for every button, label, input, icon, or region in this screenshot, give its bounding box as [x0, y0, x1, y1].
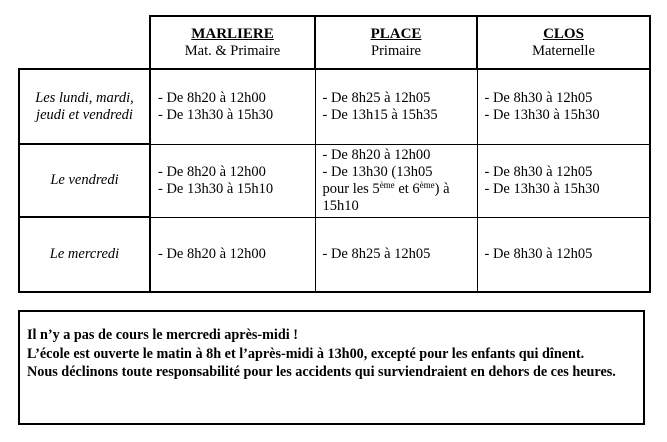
grade-note: pour les 5ème et 6ème) à — [322, 179, 450, 197]
row-label-weekdays: Les lundi, mardi, jeudi et vendredi — [19, 69, 150, 144]
school-name: MARLIERE — [191, 25, 274, 42]
notice-line: L’école est ouverte le matin à 8h et l’après-midi à 13h00, excepté pour les enfants qui dînent. — [27, 345, 585, 362]
column-header-place — [315, 16, 477, 69]
school-level: Maternelle — [532, 42, 595, 59]
school-level: Primaire — [371, 42, 421, 59]
hours-cell: - De 8h25 à 12h05 — [315, 217, 477, 292]
hours-cell: - De 8h30 à 12h05 - De 13h30 à 15h30 — [477, 144, 650, 217]
row-label-friday: Le vendredi — [19, 144, 150, 217]
schedule-table — [18, 15, 651, 293]
table-row — [19, 217, 650, 292]
empty-corner — [19, 16, 150, 69]
school-name: PLACE — [370, 25, 422, 42]
row-label-wednesday: Le mercredi — [19, 217, 150, 292]
hours-cell: - De 8h20 à 12h00 - De 13h30 à 15h30 — [150, 69, 315, 144]
hours-cell: - De 8h20 à 12h00 - De 13h30 (13h05 pour les 5ème et 6ème) à 15h10 — [315, 144, 477, 217]
school-level: Mat. & Primaire — [184, 42, 281, 59]
table-row — [19, 69, 650, 144]
hours-cell: - De 8h30 à 12h05 — [477, 217, 650, 292]
table-row — [19, 144, 650, 217]
hours-cell: - De 8h20 à 12h00 — [150, 217, 315, 292]
hours-cell: - De 8h30 à 12h05 - De 13h30 à 15h30 — [477, 69, 650, 144]
column-header-clos — [477, 16, 650, 69]
hours-cell: - De 8h20 à 12h00 - De 13h30 à 15h10 — [150, 144, 315, 217]
notice-line: Il n’y a pas de cours le mercredi après-midi ! — [27, 327, 298, 343]
notice-box — [18, 310, 645, 425]
notice-line: Nous déclinons toute responsabilité pour les accidents qui surviendraient en dehors de ces heures. — [27, 364, 616, 380]
school-name: CLOS — [543, 25, 584, 42]
hours-cell: - De 8h25 à 12h05 - De 13h15 à 15h35 — [315, 69, 477, 144]
column-header-marliere — [150, 16, 315, 69]
